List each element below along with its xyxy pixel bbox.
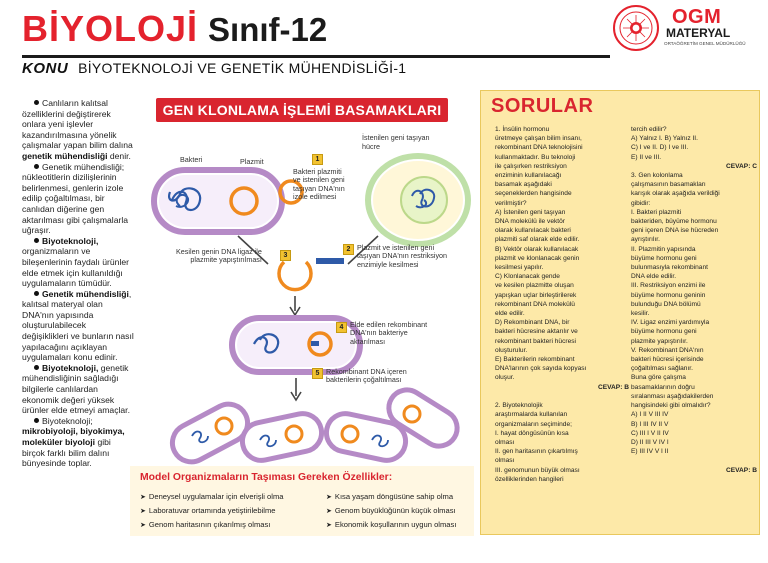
question-line: çalışmasının basamakları bbox=[631, 181, 706, 189]
question-line: Buna göre çalışma bbox=[631, 374, 686, 382]
question-line: hangisindeki gibi olmalıdır? bbox=[631, 402, 711, 410]
step-number: 2 bbox=[343, 244, 354, 255]
question-line: I. hayat döngüsünün kısa bbox=[495, 429, 569, 437]
logo-ogm-text: OGM bbox=[672, 6, 722, 28]
question-line: özelliklerinden hangileri bbox=[495, 475, 564, 483]
question-line: C) Klonlanacak gende bbox=[495, 273, 560, 281]
arrow-right-icon: ➤ bbox=[326, 522, 332, 529]
question-line: üretmeye çalışan bilim insanı, bbox=[495, 135, 582, 143]
page-title bbox=[22, 8, 327, 54]
question-line: karışık olarak aşağıda verildiği bbox=[631, 190, 720, 198]
label-bacterium: Bakteri bbox=[180, 155, 203, 164]
question-line: seçeneklerden hangisinde bbox=[495, 190, 572, 198]
question-line: büyüme hormonu geninin bbox=[631, 291, 706, 299]
question-line: gibidir: bbox=[631, 199, 651, 207]
question-line: B) I III IV II V bbox=[631, 420, 669, 428]
paragraph: Genetik mühendisliği; nükleotitlerin dizilişlerinin belirlenmesi, genlerin izole edilip çoğaltılması, bir canlıdan diğerine gen aktarılması gibi çalışmalarla uğraşır. bbox=[22, 161, 129, 236]
question-line: E) II ve III. bbox=[631, 153, 662, 161]
question-line: D) II III V IV I bbox=[631, 438, 669, 446]
question-line: araştırmalarda kullanılan bbox=[495, 411, 568, 419]
step4-text: Elde edilen rekombinant DNA'nın bakteriye aktarılması bbox=[350, 320, 428, 346]
question-line: bulunmasıyla rekombinant bbox=[631, 264, 708, 272]
question-line: A) İstenilen geni taşıyan bbox=[495, 208, 566, 216]
question-line: verilmiştir? bbox=[495, 199, 527, 207]
arrow-right-icon: ➤ bbox=[326, 508, 332, 515]
question-line: V. Rekombinant DNA'nın bbox=[631, 346, 704, 354]
question-line: IV. Ligaz enzimi yardımıyla bbox=[631, 319, 710, 327]
question-line: plazmiti saf olarak elde edilir. bbox=[495, 236, 580, 244]
question-line: bakteriden, büyüme hormonu bbox=[631, 218, 717, 226]
question-line: enziminin kullanılacağı bbox=[495, 172, 562, 180]
diagram-banner: GEN KLONLAMA İŞLEMİ BASAMAKLARI bbox=[156, 98, 448, 122]
question-line: D) Rekombinant DNA, bir bbox=[495, 319, 570, 327]
intro-text bbox=[22, 98, 134, 469]
title-subject: BİYOLOJİ bbox=[22, 8, 199, 49]
question-line: ile çalışırken restriksiyon bbox=[495, 162, 567, 170]
answer-key: CEVAP: C bbox=[725, 162, 757, 170]
step-number: 3 bbox=[280, 250, 291, 261]
donor-cell-shape bbox=[368, 156, 468, 244]
step2-text: Plazmit ve istenilen geni taşıyan DNA'nın restriksiyon enzimiyle kesilmesi bbox=[357, 243, 448, 269]
question-line: geni içeren DNA ise hücreden bbox=[631, 227, 719, 235]
question-line: DNA'larının çok sayıda kopyası bbox=[495, 365, 587, 373]
question-line: E) III IV V I II bbox=[631, 448, 669, 456]
step3-text: Kesilen genin DNA ligaz ile plazmite yapıştırılması bbox=[176, 247, 262, 265]
question-line: III. genomunun büyük olması bbox=[495, 466, 580, 474]
logo-materyal-text: MATERYAL bbox=[666, 26, 731, 40]
question-line: bakteri hücresine aktarılır ve bbox=[495, 328, 578, 336]
question-line: oluşturulur. bbox=[495, 346, 528, 354]
paragraph: Canlıların kalıtsal özelliklerini değiştirerek onlara yeni işlevler kazandırılmasına yönelik çalışmalar yapan bilim dalına genetik mühendisliği denir. bbox=[22, 98, 133, 161]
logo-subtitle: ORTAÖĞRETİM GENEL MÜDÜRLÜĞÜ bbox=[664, 41, 746, 46]
question-line: E) Bakterilerin rekombinant bbox=[495, 356, 575, 364]
title-grade: Sınıf-12 bbox=[208, 11, 328, 48]
topic-label: KONU bbox=[22, 60, 69, 77]
question-line: plazmite yapıştırılır. bbox=[631, 337, 688, 345]
question-line: A) Yalnız I. B) Yalnız II. bbox=[631, 135, 698, 143]
question-line: II. Plazmitin yapısında bbox=[631, 245, 696, 253]
question-line: bakteri hücresi içerisinde bbox=[631, 356, 704, 364]
bullet-icon bbox=[34, 365, 39, 370]
question-line: rekombinant DNA molekülü bbox=[495, 300, 575, 308]
step-number: 5 bbox=[312, 368, 323, 379]
question-line: oluşur. bbox=[495, 374, 515, 382]
question-line: olarak kullanılacak bakteri bbox=[495, 227, 571, 235]
model-organisms-box bbox=[130, 466, 474, 536]
bullet-icon bbox=[34, 291, 39, 296]
question-line: DNA elde edilir. bbox=[631, 273, 677, 281]
list-item: ➤ Ekonomik koşullarının uygun olması bbox=[326, 518, 476, 532]
question-line: C) III I V II IV bbox=[631, 429, 669, 437]
question-line: C) I ve II. D) I ve III. bbox=[631, 144, 689, 152]
question-line: rekombinant DNA teknolojisini bbox=[495, 144, 583, 152]
arrow-right-icon: ➤ bbox=[140, 508, 146, 515]
questions-title: SORULAR bbox=[491, 95, 594, 117]
gene-fragment-shape bbox=[316, 258, 344, 264]
question-line: olması bbox=[495, 457, 515, 465]
paragraph: Biyoteknoloji, organizmaların ve bileşenlerinin faydalı ürünler elde etmek için kullanıldığı uygulamaların tümüdür. bbox=[22, 235, 130, 289]
answer-key: CEVAP: B bbox=[597, 383, 629, 391]
question-line: 3. Gen kolonlama bbox=[631, 172, 683, 180]
cloned-bacterium-shape bbox=[239, 410, 325, 464]
question-line: organizmaların seçiminde; bbox=[495, 420, 572, 428]
questions-column-2 bbox=[631, 125, 757, 475]
question-line: I. Bakteri plazmiti bbox=[631, 208, 682, 216]
diagram-illustration bbox=[150, 96, 472, 466]
arrow-right-icon: ➤ bbox=[326, 494, 332, 501]
step5-text: Rekombinant DNA içeren bakterilerin çoğaltılması bbox=[326, 367, 407, 385]
question-line: A) I II V III IV bbox=[631, 411, 669, 419]
label-donor-cell-1: İstenilen geni taşıyan bbox=[362, 133, 430, 142]
question-line: plazmit ve klonlanacak genin bbox=[495, 254, 580, 262]
question-line: yapışkan uçlar birleştirilerek bbox=[495, 291, 577, 299]
question-line: büyüme hormonu geni bbox=[631, 254, 697, 262]
question-line: 2. Biyoteknolojik bbox=[495, 402, 543, 410]
question-line bbox=[631, 456, 757, 465]
question-line: basamaklarının doğru bbox=[631, 383, 695, 391]
bullet-icon bbox=[34, 164, 39, 169]
list-item: ➤ Laboratuvar ortamında yetiştirilebilme bbox=[140, 504, 330, 518]
question-line: elde edilir. bbox=[495, 310, 525, 318]
question-line: ayrıştırılır. bbox=[631, 236, 660, 244]
model-title: Model Organizmaların Taşıması Gereken Özellikler: bbox=[140, 472, 393, 483]
question-line: çoğaltılması sağlanır. bbox=[631, 365, 693, 373]
question-line: sıralanması aşağıdakilerden bbox=[631, 392, 714, 400]
list-item: ➤ Genom haritasının çıkarılmış olması bbox=[140, 518, 330, 532]
ministry-seal-icon bbox=[612, 4, 660, 52]
list-item: ➤ Deneysel uygulamalar için elverişli olma bbox=[140, 490, 330, 504]
list-item: ➤ Kısa yaşam döngüsüne sahip olma bbox=[326, 490, 476, 504]
step-number: 1 bbox=[312, 154, 323, 165]
question-line: kullanmaktadır. Bu teknoloji bbox=[495, 153, 576, 161]
topic-line bbox=[22, 60, 406, 77]
label-plasmid: Plazmit bbox=[240, 157, 264, 166]
bullet-icon bbox=[34, 100, 39, 105]
ogm-logo bbox=[612, 4, 762, 54]
cloned-bacterium-shape bbox=[166, 397, 254, 466]
question-line bbox=[495, 392, 629, 401]
question-line: bulunduğu DNA bölümü bbox=[631, 300, 701, 308]
question-line: DNA molekülü ile vektör bbox=[495, 218, 565, 226]
answer-key: CEVAP: B bbox=[725, 466, 757, 474]
label-donor-cell-2: hücre bbox=[362, 142, 380, 151]
step-number: 4 bbox=[336, 322, 347, 333]
cut-plasmid-shape bbox=[279, 262, 311, 290]
question-line: kesilmesi yapılır. bbox=[495, 264, 544, 272]
question-line: II. gen haritasının çıkartılmış bbox=[495, 448, 578, 456]
question-line: olması bbox=[495, 438, 515, 446]
question-line: basamak aşağıdaki bbox=[495, 181, 552, 189]
header-divider bbox=[22, 55, 610, 58]
question-line: tercih edilir? bbox=[631, 126, 667, 133]
questions-box bbox=[480, 90, 760, 535]
model-list-left bbox=[140, 490, 330, 532]
arrow-right-icon: ➤ bbox=[140, 522, 146, 529]
bullet-icon bbox=[34, 238, 39, 243]
step1-text: Bakteri plazmiti ve istenilen geni taşıyan DNA'nın izole edilmesi bbox=[293, 167, 345, 202]
question-line: 1. İnsülin hormonu bbox=[495, 126, 550, 133]
paragraph: Biyoteknoloji; mikrobiyoloji, biyokimya, moleküler biyoloji gibi birçok farklı bilim dalını bünyesinde toplar. bbox=[22, 415, 125, 469]
paragraph: Genetik mühendisliği, kalıtsal materyal olan DNA'nın yapısında oluşturulabilecek değişiklikleri ve bunların nasıl yapılacağını açıklayan uygulamaları konu edinir. bbox=[22, 288, 134, 363]
model-list-right bbox=[326, 490, 476, 532]
bacterium-shape bbox=[154, 170, 282, 232]
question-line: büyüme hormonu geni bbox=[631, 328, 697, 336]
topic-title: BİYOTEKNOLOJİ VE GENETİK MÜHENDİSLİĞİ-1 bbox=[78, 60, 407, 76]
arrow-right-icon: ➤ bbox=[140, 494, 146, 501]
question-line: kesilir. bbox=[631, 310, 650, 318]
question-line: rekombinant bakteri hücresi bbox=[495, 337, 576, 345]
question-line: ve kesilen plazmitte oluşan bbox=[495, 282, 574, 290]
questions-column-1 bbox=[495, 125, 629, 484]
list-item: ➤ Genom büyüklüğünün küçük olması bbox=[326, 504, 476, 518]
paragraph: Biyoteknoloji, genetik mühendisliğinin sağladığı bilgilerle canlılardan ekonomik değeri yüksek ürünler elde etmeyi amaçlar. bbox=[22, 362, 130, 416]
bullet-icon bbox=[34, 418, 39, 423]
question-line: III. Restriksiyon enzimi ile bbox=[631, 282, 706, 290]
question-line: B) Vektör olarak kullanılacak bbox=[495, 245, 579, 253]
